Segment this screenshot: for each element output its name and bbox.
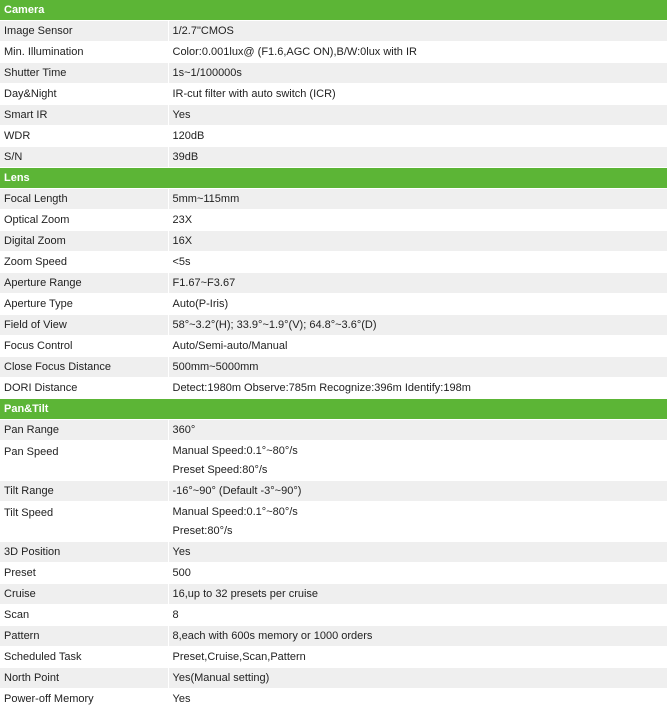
- spec-value: Auto(P-Iris): [173, 298, 229, 310]
- spec-value-cell: [168, 105, 667, 126]
- spec-value-cell: [168, 63, 667, 84]
- section-title: Camera: [0, 0, 667, 21]
- spec-value: Yes: [173, 546, 191, 558]
- spec-label: Focus Control: [0, 336, 168, 357]
- spec-row: [0, 210, 667, 231]
- spec-row: [0, 626, 667, 647]
- spec-label: North Point: [0, 668, 168, 689]
- spec-label: 3D Position: [0, 542, 168, 563]
- spec-row: [0, 357, 667, 378]
- spec-row: [0, 231, 667, 252]
- spec-value: 5mm~115mm: [173, 193, 240, 205]
- spec-value: Yes: [173, 109, 191, 121]
- spec-row: [0, 647, 667, 668]
- spec-value-cell: [168, 357, 667, 378]
- spec-value: 500: [173, 567, 191, 579]
- spec-row: [0, 420, 667, 441]
- spec-value-cell: [168, 647, 667, 668]
- spec-row: [0, 481, 667, 502]
- spec-label: Aperture Type: [0, 294, 168, 315]
- spec-value: 360°: [173, 424, 196, 436]
- spec-value-cell: [168, 502, 667, 542]
- spec-value-cell: [168, 481, 667, 502]
- spec-value-cell: [168, 336, 667, 357]
- spec-label: Scan: [0, 605, 168, 626]
- spec-value-cell: [168, 189, 667, 210]
- spec-label: Shutter Time: [0, 63, 168, 84]
- spec-value-cell: [168, 563, 667, 584]
- spec-value: Manual Speed:0.1°~80°/s: [173, 503, 667, 522]
- spec-value-cell: [168, 126, 667, 147]
- spec-value: 39dB: [173, 151, 199, 163]
- spec-value: 120dB: [173, 130, 205, 142]
- spec-value-cell: [168, 378, 667, 399]
- spec-label: Smart IR: [0, 105, 168, 126]
- spec-row: [0, 668, 667, 689]
- spec-value: Detect:1980m Observe:785m Recognize:396m Identify:198m: [173, 382, 471, 394]
- spec-value-cell: [168, 542, 667, 563]
- spec-value: 16,up to 32 presets per cruise: [173, 588, 319, 600]
- spec-value-cell: [168, 626, 667, 647]
- spec-value: Preset,Cruise,Scan,Pattern: [173, 651, 306, 663]
- spec-value: F1.67~F3.67: [173, 277, 236, 289]
- spec-label: Tilt Speed: [0, 502, 168, 542]
- spec-value-cell: [168, 273, 667, 294]
- spec-value: 58°~3.2°(H); 33.9°~1.9°(V); 64.8°~3.6°(D): [173, 319, 377, 331]
- spec-value: 8: [173, 609, 179, 621]
- section-title: Lens: [0, 168, 667, 189]
- spec-value: -16°~90° (Default -3°~90°): [173, 485, 302, 497]
- spec-value: Preset Speed:80°/s: [173, 461, 667, 480]
- spec-row: [0, 294, 667, 315]
- spec-row: [0, 273, 667, 294]
- spec-label: Pan Range: [0, 420, 168, 441]
- spec-row: [0, 315, 667, 336]
- spec-value-cell: [168, 315, 667, 336]
- spec-label: Cruise: [0, 584, 168, 605]
- section-header-row: [0, 0, 667, 21]
- spec-value-cell: [168, 84, 667, 105]
- spec-row: [0, 42, 667, 63]
- spec-value: 16X: [173, 235, 193, 247]
- spec-label: Zoom Speed: [0, 252, 168, 273]
- spec-label: Scheduled Task: [0, 647, 168, 668]
- spec-value: 1s~1/100000s: [173, 67, 242, 79]
- spec-label: Digital Zoom: [0, 231, 168, 252]
- spec-value-cell: [168, 689, 667, 710]
- spec-row: [0, 563, 667, 584]
- spec-label: Day&Night: [0, 84, 168, 105]
- spec-row: [0, 189, 667, 210]
- spec-value: Yes(Manual setting): [173, 672, 270, 684]
- spec-label: Pattern: [0, 626, 168, 647]
- spec-label: DORI Distance: [0, 378, 168, 399]
- spec-value-cell: [168, 21, 667, 42]
- spec-value: Color:0.001lux@ (F1.6,AGC ON),B/W:0lux with IR: [173, 46, 417, 58]
- spec-row: [0, 502, 667, 542]
- spec-label: S/N: [0, 147, 168, 168]
- spec-value: 23X: [173, 214, 193, 226]
- spec-value: Yes: [173, 693, 191, 705]
- spec-value: 8,each with 600s memory or 1000 orders: [173, 630, 373, 642]
- spec-row: [0, 378, 667, 399]
- spec-value: <5s: [173, 256, 191, 268]
- spec-value-cell: [168, 147, 667, 168]
- spec-label: Image Sensor: [0, 21, 168, 42]
- section-title: Pan&Tilt: [0, 399, 667, 420]
- spec-value: 1/2.7"CMOS: [173, 25, 234, 37]
- spec-label: Preset: [0, 563, 168, 584]
- spec-row: [0, 605, 667, 626]
- spec-value: Manual Speed:0.1°~80°/s: [173, 442, 667, 461]
- spec-row: [0, 84, 667, 105]
- spec-row: [0, 336, 667, 357]
- spec-row: [0, 252, 667, 273]
- spec-row: [0, 105, 667, 126]
- section-header-row: [0, 399, 667, 420]
- spec-row: [0, 584, 667, 605]
- spec-value: Auto/Semi-auto/Manual: [173, 340, 288, 352]
- spec-label: Optical Zoom: [0, 210, 168, 231]
- spec-row: [0, 542, 667, 563]
- spec-value-cell: [168, 605, 667, 626]
- spec-value-cell: [168, 42, 667, 63]
- spec-label: Power-off Memory: [0, 689, 168, 710]
- spec-value-cell: [168, 584, 667, 605]
- spec-value-cell: [168, 252, 667, 273]
- section-header-row: [0, 168, 667, 189]
- spec-value-cell: [168, 231, 667, 252]
- spec-value: IR-cut filter with auto switch (ICR): [173, 88, 336, 100]
- spec-label: Aperture Range: [0, 273, 168, 294]
- spec-value-cell: [168, 668, 667, 689]
- spec-label: Field of View: [0, 315, 168, 336]
- spec-value-cell: [168, 441, 667, 481]
- spec-row: [0, 689, 667, 710]
- spec-row: [0, 126, 667, 147]
- spec-label: Min. Illumination: [0, 42, 168, 63]
- spec-label: WDR: [0, 126, 168, 147]
- spec-row: [0, 63, 667, 84]
- spec-value: Preset:80°/s: [173, 522, 667, 541]
- spec-value-cell: [168, 210, 667, 231]
- spec-row: [0, 21, 667, 42]
- spec-value: 500mm~5000mm: [173, 361, 259, 373]
- spec-label: Close Focus Distance: [0, 357, 168, 378]
- spec-value-cell: [168, 294, 667, 315]
- spec-value-cell: [168, 420, 667, 441]
- spec-row: [0, 147, 667, 168]
- spec-row: [0, 441, 667, 481]
- spec-label: Focal Length: [0, 189, 168, 210]
- spec-label: Tilt Range: [0, 481, 168, 502]
- spec-label: Pan Speed: [0, 441, 168, 481]
